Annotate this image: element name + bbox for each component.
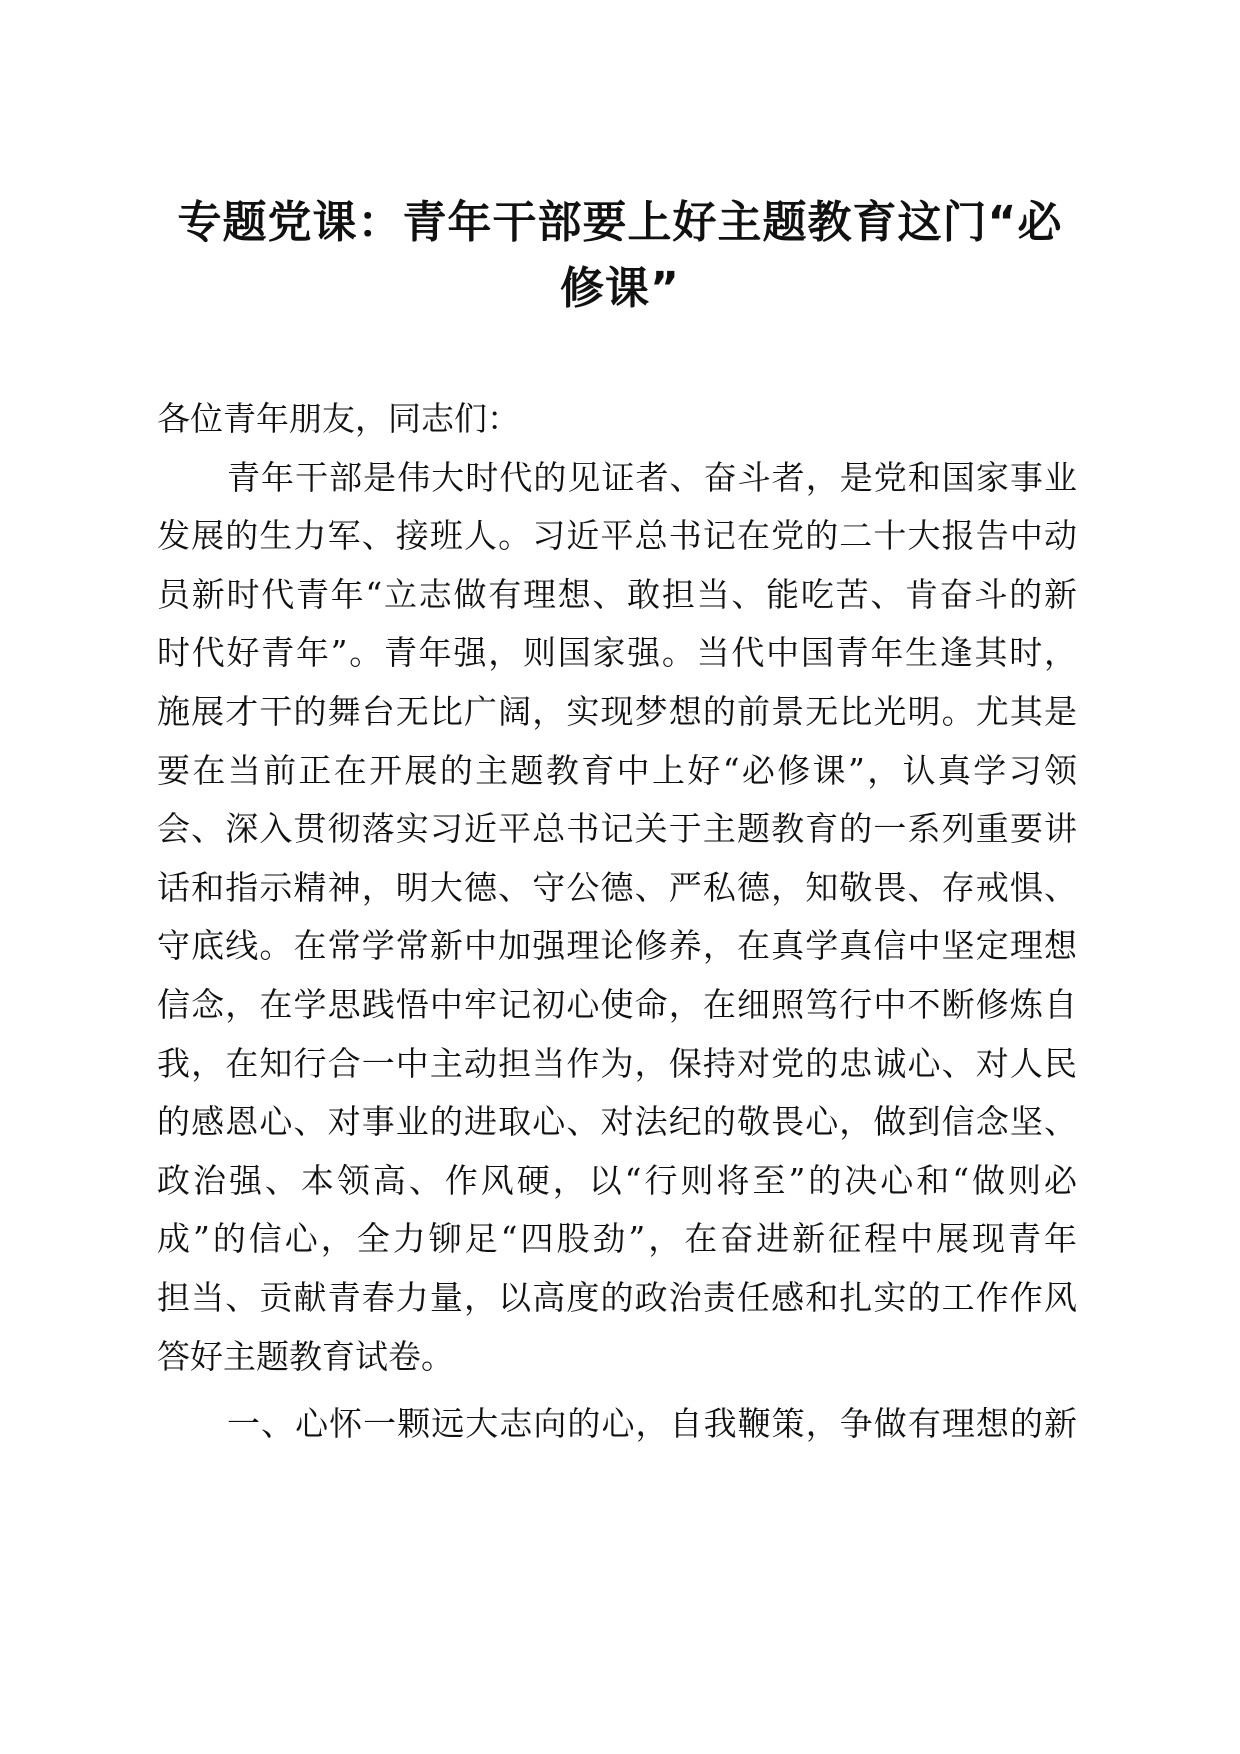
paragraph-line: 要在当前正在开展的主题教育中上好“必修课”，认真学习领 [157, 750, 1077, 790]
document-title [150, 190, 1090, 322]
document-body [157, 390, 1077, 1454]
section-heading-line: 一、心怀一颗远大志向的心，自我鞭策，争做有理想的新 [227, 1404, 1077, 1444]
paragraph-line: 施展才干的舞台无比广阔，实现梦想的前景无比光明。尤其是 [157, 691, 1077, 731]
paragraph-line: 信念，在学思践悟中牢记初心使命，在细照笃行中不断修炼自 [157, 984, 1077, 1024]
paragraph-line: 会、深入贯彻落实习近平总书记关于主题教育的一系列重要讲 [157, 809, 1077, 849]
paragraph-line: 的感恩心、对事业的进取心、对法纪的敬畏心，做到信念坚、 [157, 1102, 1077, 1142]
paragraph-line: 担当、贡献青春力量，以高度的政治责任感和扎实的工作作风 [157, 1277, 1077, 1317]
paragraph-line: 我，在知行合一中主动担当作为，保持对党的忠诚心、对人民 [157, 1043, 1077, 1083]
paragraph-line: 员新时代青年“立志做有理想、敢担当、能吃苦、肯奋斗的新 [157, 574, 1077, 614]
paragraph-line: 政治强、本领高、作风硬，以“行则将至”的决心和“做则必 [157, 1160, 1077, 1200]
greeting [157, 390, 1077, 449]
paragraph-line: 答好主题教育试卷。 [157, 1336, 454, 1376]
paragraph-line: 话和指示精神，明大德、守公德、严私德，知敬畏、存戒惧、 [157, 867, 1077, 907]
section-heading [157, 1395, 1077, 1454]
greeting-line: 各位青年朋友，同志们： [157, 399, 520, 438]
title-line: 专题党课：青年干部要上好主题教育这门“必 [177, 197, 1063, 248]
paragraph-line: 时代好青年”。青年强，则国家强。当代中国青年生逢其时， [157, 633, 1077, 673]
paragraph-line: 发展的生力军、接班人。习近平总书记在党的二十大报告中动 [157, 516, 1077, 556]
paragraph-line: 青年干部是伟大时代的见证者、奋斗者，是党和国家事业 [227, 457, 1077, 497]
paragraph-intro [157, 449, 1077, 1387]
paragraph-line: 成”的信心，全力铆足“四股劲”，在奋进新征程中展现青年 [157, 1219, 1077, 1259]
title-line: 修课” [560, 263, 680, 314]
paragraph-line: 守底线。在常学常新中加强理论修养，在真学真信中坚定理想 [157, 926, 1077, 966]
